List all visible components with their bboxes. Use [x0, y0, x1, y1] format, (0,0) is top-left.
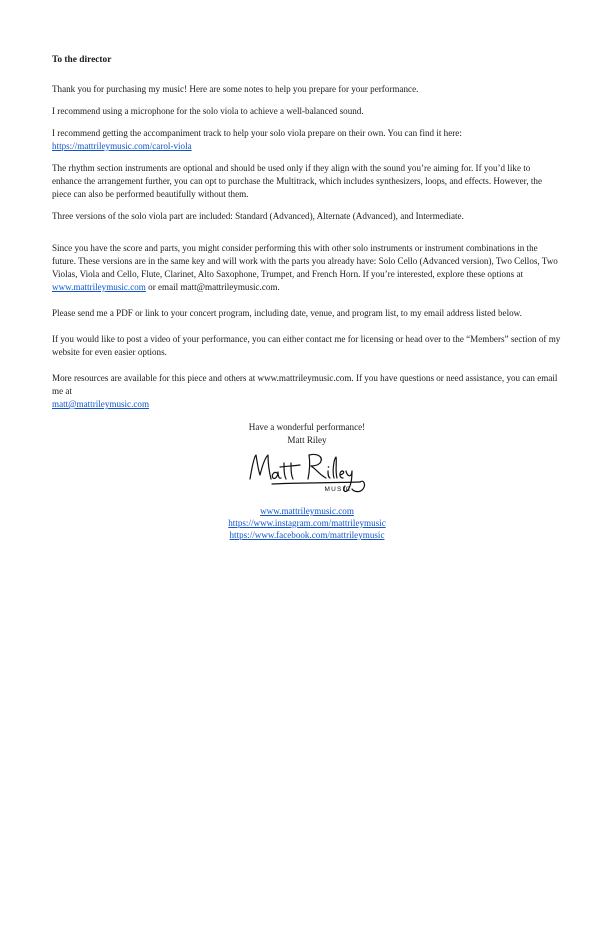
website-link-inline[interactable]: www.mattrileymusic.com [52, 282, 146, 292]
signer-name: Matt Riley [287, 435, 327, 445]
closing-block [52, 421, 562, 497]
program-paragraph: Please send me a PDF or link to your concert program, including date, venue, and program list, to my email address listed below. [52, 308, 522, 318]
video-paragraph: If you would like to post a video of your performance, you can either contact me for licensing or head over to the “Members” section of my website for even easier options. [52, 334, 561, 357]
logo-wordmark: MUSIC [324, 486, 352, 493]
accompaniment-link[interactable]: https://mattrileymusic.com/carol-viola [52, 141, 192, 151]
intro-paragraph: Thank you for purchasing my music! Here are some notes to help you prepare for your performance. [52, 84, 419, 94]
facebook-link[interactable]: https://www.facebook.com/mattrileymusic [229, 530, 385, 540]
accompaniment-text: I recommend getting the accompaniment track to help your solo viola prepare on their own. You can find it here: [52, 128, 462, 138]
other-instruments-text: Since you have the score and parts, you might consider performing this with other solo instruments or instrument combinations in the future. These versions are in the same key and will work with the parts you already have: Solo Cello (Advanced version), Two Cellos, Two Violas, Viola and Cello, Flute, Clarinet, Alto Saxophone, Trumpet, and French Horn. If you’re interested, explore these options at [52, 243, 558, 279]
versions-paragraph: Three versions of the solo viola part are included: Standard (Advanced), Alternate (Advanced), and Intermediate. [52, 211, 464, 221]
rhythm-section-paragraph: The rhythm section instruments are optional and should be used only if they align with the sound you’re aiming for. If you’d like to enhance the arrangement further, you can opt to purchase the Multitrack, which includes synthesizers, loops, and effects. However, the piece can also be performed beautifully without them. [52, 163, 542, 199]
instagram-link[interactable]: https://www.instagram.com/mattrileymusic [228, 518, 386, 528]
page-title: To the director [52, 55, 112, 65]
other-instruments-paragraph [52, 242, 562, 294]
other-instruments-tail: or email matt@mattrileymusic.com. [145, 282, 280, 292]
footer-links [52, 505, 562, 541]
closing-line: Have a wonderful performance! [248, 422, 366, 432]
document-page [52, 54, 562, 541]
resources-paragraph [52, 372, 562, 411]
accompaniment-paragraph [52, 127, 562, 153]
matt-riley-music-logo [242, 447, 372, 497]
email-link[interactable]: matt@mattrileymusic.com [52, 399, 150, 409]
resources-text: More resources are available for this piece and others at www.mattrileymusic.com. If you have questions or need assistance, you can email me at [52, 373, 558, 396]
website-link[interactable]: www.mattrileymusic.com [260, 506, 354, 516]
microphone-paragraph: I recommend using a microphone for the solo viola to achieve a well-balanced sound. [52, 106, 364, 116]
